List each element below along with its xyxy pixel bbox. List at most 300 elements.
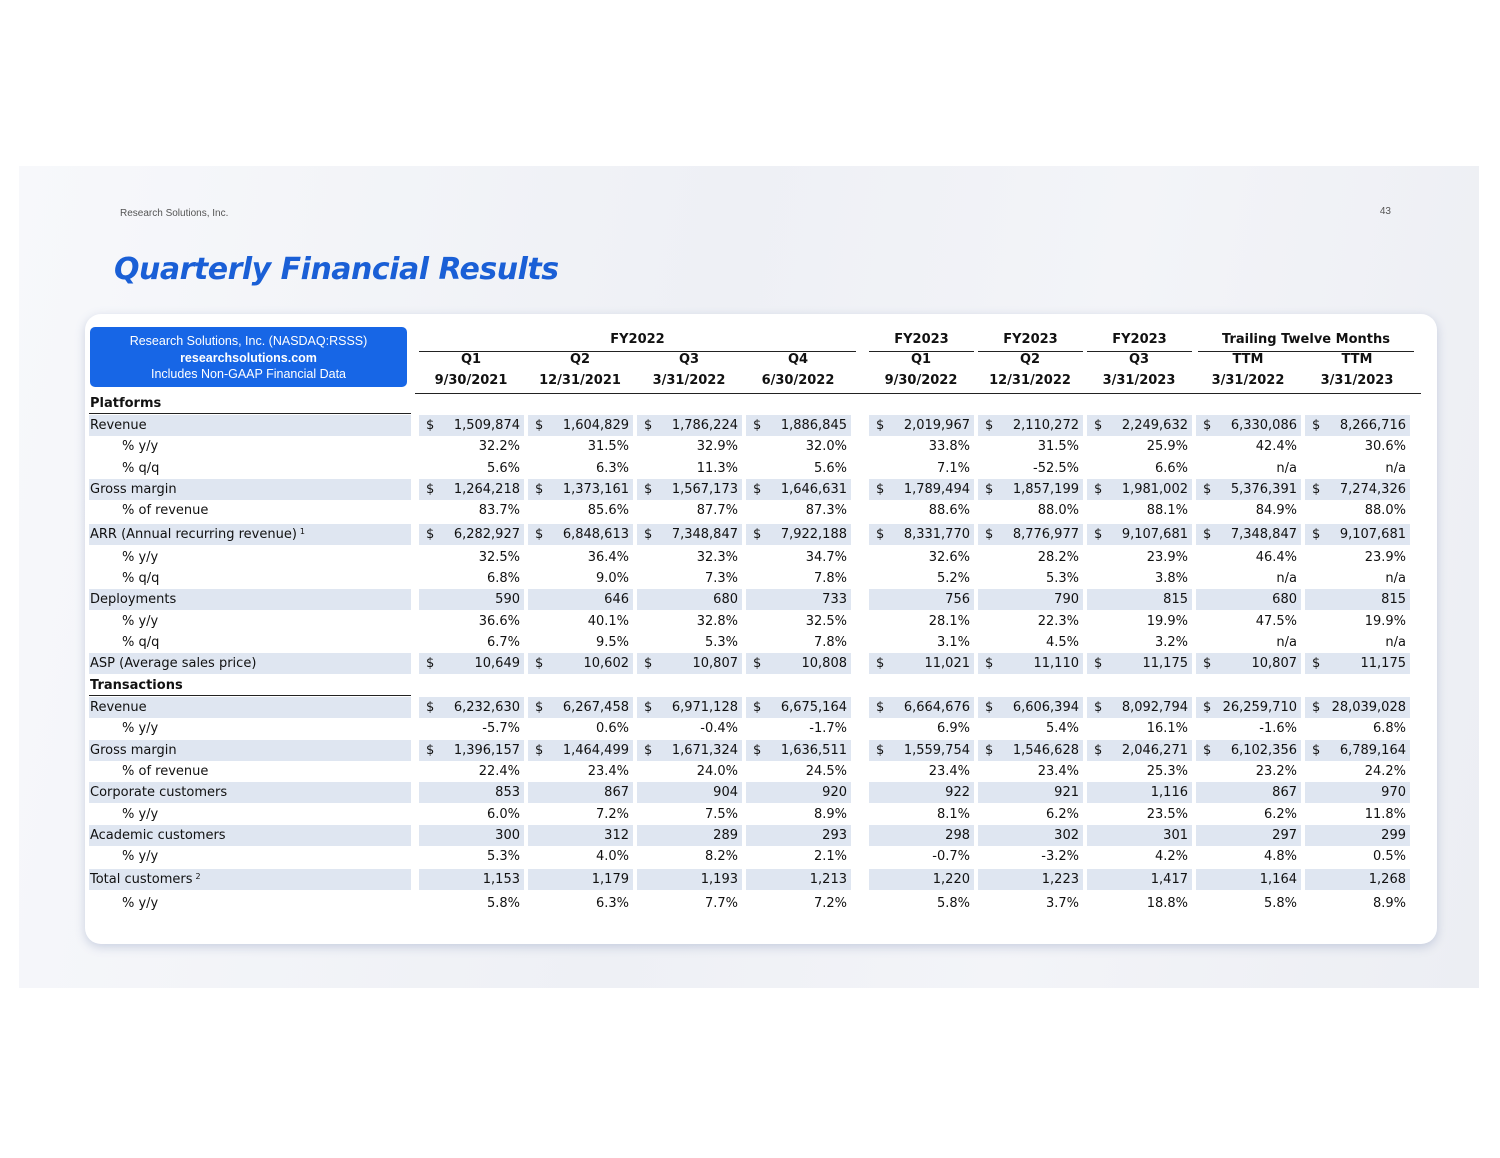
cell-value: n/a <box>1276 571 1297 587</box>
table-cell <box>419 761 524 782</box>
currency-symbol: $ <box>426 481 435 497</box>
cell-value: 32.8% <box>696 613 738 629</box>
table-cell <box>528 653 633 674</box>
cell-value: 87.3% <box>805 503 847 519</box>
row-label <box>89 740 411 761</box>
table-cell <box>419 611 524 632</box>
table-cell <box>637 825 742 846</box>
cell-value: 11,110 <box>1033 656 1079 672</box>
column-header-date: 3/31/2022 <box>1211 373 1285 388</box>
row-label-text: % y/y <box>122 613 159 629</box>
table-cell <box>746 740 851 761</box>
cell-value: 301 <box>1163 827 1188 843</box>
cell-value: 8.2% <box>704 849 738 865</box>
cell-value: 6.9% <box>936 721 970 737</box>
cell-value: 10,602 <box>583 656 629 672</box>
table-cell <box>1087 761 1192 782</box>
table-cell <box>419 869 524 890</box>
table-cell <box>978 740 1083 761</box>
footnote-marker: 2 <box>195 872 201 882</box>
table-cell <box>978 893 1083 914</box>
cell-value: 756 <box>945 592 970 608</box>
table-cell <box>1305 804 1410 825</box>
column-header-date: 6/30/2022 <box>761 373 835 388</box>
company-info-box <box>90 327 407 387</box>
table-cell <box>746 632 851 653</box>
cell-value: 8,331,770 <box>903 526 970 542</box>
cell-value: 2,019,967 <box>903 418 970 433</box>
cell-value: 867 <box>604 785 629 801</box>
cell-value: 6.3% <box>595 460 629 476</box>
cell-value: 815 <box>1381 592 1406 608</box>
cell-value: 26,259,710 <box>1222 700 1297 715</box>
table-cell <box>1196 740 1301 761</box>
table-cell <box>869 804 974 825</box>
table-cell <box>1305 782 1410 803</box>
cell-value: 646 <box>604 592 629 608</box>
table-row <box>89 718 1421 739</box>
table-cell <box>746 547 851 568</box>
cell-value: 32.5% <box>805 613 847 629</box>
table-cell <box>1087 846 1192 867</box>
currency-symbol: $ <box>1312 418 1321 433</box>
row-label <box>89 782 411 803</box>
table-cell <box>978 436 1083 457</box>
cell-value: 7.3% <box>704 571 738 587</box>
cell-value: 1,981,002 <box>1121 481 1188 497</box>
table-cell <box>746 458 851 479</box>
cell-value: 9,107,681 <box>1121 526 1188 542</box>
cell-value: 1,464,499 <box>562 742 629 758</box>
table-row <box>89 436 1421 457</box>
cell-value: 7,922,188 <box>780 526 847 542</box>
cell-value: 84.9% <box>1255 503 1297 519</box>
table-cell <box>637 740 742 761</box>
table-cell <box>746 846 851 867</box>
table-cell <box>869 825 974 846</box>
cell-value: 25.3% <box>1146 763 1188 779</box>
group-header-fy2023-q2: FY2023 <box>1003 332 1058 347</box>
cell-value: 7.2% <box>595 806 629 822</box>
row-label <box>89 458 411 479</box>
cell-value: 790 <box>1054 592 1079 608</box>
cell-value: 8.9% <box>1372 895 1406 911</box>
cell-value: 7,274,326 <box>1339 481 1406 497</box>
cell-value: 40.1% <box>587 613 629 629</box>
row-label <box>89 547 411 568</box>
currency-symbol: $ <box>1312 526 1321 542</box>
table-cell <box>528 740 633 761</box>
row-label-text: % y/y <box>122 549 159 565</box>
cell-value: 4.2% <box>1154 849 1188 865</box>
cell-value: 25.9% <box>1146 439 1188 455</box>
cell-value: 4.0% <box>595 849 629 865</box>
table-cell <box>869 415 974 436</box>
row-label-text: Total customers <box>90 872 193 888</box>
table-cell <box>419 568 524 589</box>
table-cell <box>869 846 974 867</box>
currency-symbol: $ <box>1203 700 1212 715</box>
cell-value: 10,649 <box>474 656 520 672</box>
table-cell <box>419 782 524 803</box>
column-header-period: TTM <box>1232 352 1264 367</box>
table-cell <box>528 436 633 457</box>
table-row <box>89 632 1421 653</box>
table-cell <box>1087 500 1192 521</box>
header-bottom-rule <box>415 393 1421 394</box>
cell-value: 1,671,324 <box>671 742 738 758</box>
table-cell <box>746 804 851 825</box>
table-cell <box>419 740 524 761</box>
row-label-text: Revenue <box>90 700 147 715</box>
row-label-text: % q/q <box>122 460 160 476</box>
cell-value: 8.9% <box>813 806 847 822</box>
table-cell <box>746 479 851 500</box>
cell-value: 30.6% <box>1364 439 1406 455</box>
currency-symbol: $ <box>535 526 544 542</box>
cell-value: 1,646,631 <box>780 481 847 497</box>
table-cell <box>419 524 524 545</box>
currency-symbol: $ <box>876 481 885 497</box>
table-cell <box>419 479 524 500</box>
column-header-period: Q3 <box>1128 352 1150 367</box>
cell-value: 680 <box>1272 592 1297 608</box>
cell-value: 23.9% <box>1364 549 1406 565</box>
table-cell <box>1196 458 1301 479</box>
table-cell <box>419 547 524 568</box>
cell-value: 32.2% <box>478 439 520 455</box>
cell-value: 34.7% <box>805 549 847 565</box>
cell-value: 8,776,977 <box>1012 526 1079 542</box>
row-label <box>89 825 411 846</box>
table-cell <box>1305 697 1410 718</box>
cell-value: 297 <box>1272 827 1297 843</box>
cell-value: 3.1% <box>936 635 970 650</box>
cell-value: 31.5% <box>587 439 629 455</box>
cell-value: 11.8% <box>1364 806 1406 822</box>
table-cell <box>869 568 974 589</box>
table-row <box>89 415 1421 436</box>
table-cell <box>528 589 633 610</box>
row-label <box>89 718 411 739</box>
table-cell <box>637 697 742 718</box>
cell-value: 22.3% <box>1037 613 1079 629</box>
table-cell <box>1087 547 1192 568</box>
table-cell <box>869 547 974 568</box>
cell-value: 24.5% <box>805 763 847 779</box>
table-cell <box>1305 479 1410 500</box>
table-cell <box>978 782 1083 803</box>
cell-value: 9.5% <box>595 635 629 650</box>
currency-symbol: $ <box>1094 526 1103 542</box>
cell-value: 1,857,199 <box>1012 481 1079 497</box>
table-cell <box>869 893 974 914</box>
cell-value: 293 <box>822 827 847 843</box>
cell-value: 5,376,391 <box>1230 481 1297 497</box>
cell-value: 1,179 <box>591 872 629 888</box>
cell-value: 32.5% <box>478 549 520 565</box>
row-label <box>89 568 411 589</box>
table-cell <box>1305 547 1410 568</box>
table-cell <box>1196 524 1301 545</box>
row-label-text: % of revenue <box>122 503 209 519</box>
cell-value: 1,786,224 <box>671 418 738 433</box>
currency-symbol: $ <box>426 742 435 758</box>
table-cell <box>1196 568 1301 589</box>
table-cell <box>637 782 742 803</box>
row-label <box>89 500 411 521</box>
currency-symbol: $ <box>753 418 762 433</box>
cell-value: 970 <box>1381 785 1406 801</box>
table-cell <box>978 479 1083 500</box>
row-label <box>89 524 411 545</box>
cell-value: 300 <box>495 827 520 843</box>
row-label <box>89 869 411 890</box>
cell-value: 4.5% <box>1045 635 1079 650</box>
currency-symbol: $ <box>1094 481 1103 497</box>
cell-value: 22.4% <box>478 763 520 779</box>
table-cell <box>528 568 633 589</box>
table-cell <box>419 653 524 674</box>
table-cell <box>978 761 1083 782</box>
table-cell <box>869 869 974 890</box>
table-cell <box>869 479 974 500</box>
table-cell <box>746 697 851 718</box>
cell-value: 31.5% <box>1037 439 1079 455</box>
table-cell <box>1087 568 1192 589</box>
table-cell <box>1305 500 1410 521</box>
table-cell <box>746 436 851 457</box>
table-cell <box>1305 632 1410 653</box>
cell-value: 4.8% <box>1263 849 1297 865</box>
cell-value: 28.2% <box>1037 549 1079 565</box>
cell-value: 19.9% <box>1364 613 1406 629</box>
currency-symbol: $ <box>753 481 762 497</box>
cell-value: 23.5% <box>1146 806 1188 822</box>
cell-value: 590 <box>495 592 520 608</box>
table-cell <box>528 893 633 914</box>
currency-symbol: $ <box>985 481 994 497</box>
table-cell <box>528 697 633 718</box>
table-cell <box>637 653 742 674</box>
table-cell <box>978 697 1083 718</box>
cell-value: 922 <box>945 785 970 801</box>
group-header-fy2023-q3: FY2023 <box>1112 332 1167 347</box>
table-cell <box>978 415 1083 436</box>
table-cell <box>1196 479 1301 500</box>
cell-value: 1,213 <box>809 872 847 888</box>
cell-value: -3.2% <box>1041 849 1079 865</box>
cell-value: 312 <box>604 827 629 843</box>
row-label-text: ARR (Annual recurring revenue) <box>90 526 297 542</box>
cell-value: 32.3% <box>696 549 738 565</box>
row-label <box>89 436 411 457</box>
currency-symbol: $ <box>876 742 885 758</box>
currency-symbol: $ <box>876 526 885 542</box>
cell-value: 8,266,716 <box>1339 418 1406 433</box>
table-cell <box>1196 782 1301 803</box>
cell-value: 2,249,632 <box>1121 418 1188 433</box>
table-cell <box>637 804 742 825</box>
column-header-date: 12/31/2022 <box>989 373 1071 388</box>
table-cell <box>637 893 742 914</box>
row-label <box>89 846 411 867</box>
currency-symbol: $ <box>1203 526 1212 542</box>
table-cell <box>978 568 1083 589</box>
cell-value: 6,102,356 <box>1230 742 1297 758</box>
table-cell <box>419 458 524 479</box>
cell-value: 0.5% <box>1372 849 1406 865</box>
cell-value: 32.0% <box>805 439 847 455</box>
currency-symbol: $ <box>876 418 885 433</box>
cell-value: 11,021 <box>924 656 970 672</box>
cell-value: 3.7% <box>1045 895 1079 911</box>
table-cell <box>528 804 633 825</box>
row-label <box>89 611 411 632</box>
cell-value: 10,807 <box>692 656 738 672</box>
table-cell <box>746 718 851 739</box>
table-cell <box>528 782 633 803</box>
table-cell <box>1196 846 1301 867</box>
table-cell <box>869 611 974 632</box>
cell-value: 23.2% <box>1255 763 1297 779</box>
table-cell <box>1305 761 1410 782</box>
column-header-period: Q1 <box>460 352 482 367</box>
row-label-text: Gross margin <box>90 481 177 497</box>
cell-value: 11.3% <box>696 460 738 476</box>
currency-symbol: $ <box>985 656 994 672</box>
cell-value: 88.1% <box>1146 503 1188 519</box>
table-cell <box>1087 869 1192 890</box>
table-cell <box>978 500 1083 521</box>
table-cell <box>637 568 742 589</box>
table-cell <box>869 632 974 653</box>
footnote-marker: 1 <box>299 526 306 536</box>
table-cell <box>746 568 851 589</box>
cell-value: 47.5% <box>1255 613 1297 629</box>
table-cell <box>419 589 524 610</box>
table-row <box>89 825 1421 846</box>
table-cell <box>1196 415 1301 436</box>
cell-value: 1,164 <box>1259 872 1297 888</box>
cell-value: 6,232,630 <box>453 700 520 715</box>
table-cell <box>746 500 851 521</box>
table-cell <box>1087 697 1192 718</box>
table-row <box>89 653 1421 674</box>
cell-value: 87.7% <box>696 503 738 519</box>
table-cell <box>746 589 851 610</box>
cell-value: 85.6% <box>587 503 629 519</box>
table-cell <box>637 846 742 867</box>
column-header-period: Q2 <box>569 352 591 367</box>
cell-value: 36.6% <box>478 613 520 629</box>
cell-value: 6.8% <box>486 571 520 587</box>
table-cell <box>528 846 633 867</box>
table-cell <box>746 761 851 782</box>
table-cell <box>1196 436 1301 457</box>
cell-value: 6.2% <box>1045 806 1079 822</box>
row-label <box>89 589 411 610</box>
cell-value: 6,675,164 <box>780 700 847 715</box>
table-cell <box>869 653 974 674</box>
currency-symbol: $ <box>753 526 762 542</box>
cell-value: 2.1% <box>813 849 847 865</box>
cell-value: 7.7% <box>704 895 738 911</box>
row-label <box>89 893 411 914</box>
cell-value: -0.7% <box>932 849 970 865</box>
cell-value: n/a <box>1276 460 1297 476</box>
currency-symbol: $ <box>644 656 653 672</box>
cell-value: 28,039,028 <box>1331 700 1406 715</box>
currency-symbol: $ <box>1312 481 1321 497</box>
table-cell <box>1196 718 1301 739</box>
cell-value: 6,971,128 <box>671 700 738 715</box>
row-label-text: % y/y <box>122 721 159 737</box>
table-cell <box>1087 653 1192 674</box>
table-cell <box>419 718 524 739</box>
row-label-text: % y/y <box>122 439 159 455</box>
table-cell <box>637 718 742 739</box>
table-cell <box>1087 893 1192 914</box>
table-cell <box>637 524 742 545</box>
table-cell <box>978 524 1083 545</box>
cell-value: 289 <box>713 827 738 843</box>
cell-value: 7,348,847 <box>1230 526 1297 542</box>
cell-value: 28.1% <box>928 613 970 629</box>
cell-value: 1,193 <box>700 872 738 888</box>
page-number: 43 <box>1379 206 1391 217</box>
table-row <box>89 547 1421 568</box>
table-cell <box>978 547 1083 568</box>
cell-value: -1.7% <box>809 721 847 737</box>
info-box-line1: Research Solutions, Inc. (NASDAQ:RSSS) <box>129 334 368 348</box>
currency-symbol: $ <box>753 700 762 715</box>
company-name: Research Solutions, Inc. <box>120 208 229 219</box>
table-cell <box>1196 611 1301 632</box>
cell-value: 3.2% <box>1154 635 1188 650</box>
cell-value: 5.2% <box>936 571 970 587</box>
table-cell <box>1305 869 1410 890</box>
section-header: Platforms <box>90 396 162 411</box>
cell-value: 5.3% <box>486 849 520 865</box>
column-header-date: 9/30/2022 <box>884 373 958 388</box>
cell-value: 853 <box>495 785 520 801</box>
table-row <box>89 479 1421 500</box>
table-cell <box>746 653 851 674</box>
table-row <box>89 782 1421 803</box>
table-cell <box>528 524 633 545</box>
row-label-text: Corporate customers <box>90 785 228 801</box>
cell-value: 6,848,613 <box>562 526 629 542</box>
table-cell <box>1305 458 1410 479</box>
currency-symbol: $ <box>1094 656 1103 672</box>
currency-symbol: $ <box>1203 742 1212 758</box>
cell-value: n/a <box>1385 460 1406 476</box>
table-cell <box>1196 697 1301 718</box>
table-cell <box>869 782 974 803</box>
table-cell <box>637 589 742 610</box>
cell-value: 5.6% <box>486 460 520 476</box>
table-cell <box>528 479 633 500</box>
table-cell <box>1087 458 1192 479</box>
cell-value: 23.4% <box>928 763 970 779</box>
cell-value: 680 <box>713 592 738 608</box>
currency-symbol: $ <box>985 418 994 433</box>
page-title: Quarterly Financial Results <box>114 252 559 287</box>
table-cell <box>869 436 974 457</box>
cell-value: 16.1% <box>1146 721 1188 737</box>
table-cell <box>746 825 851 846</box>
